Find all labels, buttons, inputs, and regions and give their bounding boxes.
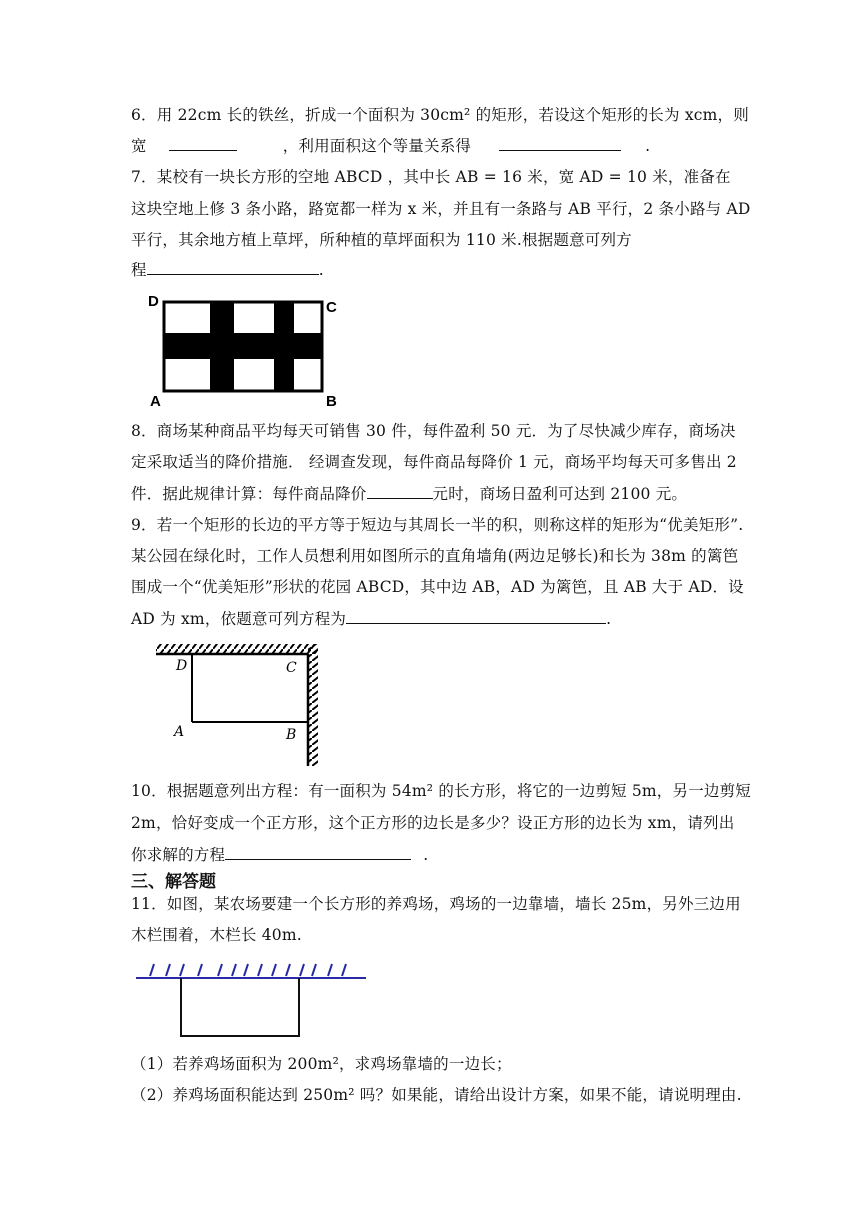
- q11-figure: [134, 958, 370, 1040]
- q7-text-a: 程: [131, 261, 147, 279]
- q9-line-1: 9．若一个矩形的长边的平方等于短边与其周长一半的积，则称这样的矩形为“优美矩形”.: [131, 516, 744, 534]
- q10-text-b: .: [423, 846, 429, 864]
- q7-line-4: [131, 258, 324, 281]
- q9-line-4: [131, 607, 611, 630]
- q6-text-b: ，利用面积这个等量关系得: [282, 137, 472, 155]
- q6-line-1: 6．用 22cm 长的铁丝，折成一个面积为 30cm² 的矩形，若设这个矩形的长为 xcm，则: [131, 106, 749, 124]
- q9-wall-right-hatch: [308, 644, 318, 766]
- q9-line-2: 某公园在绿化时，工作人员想利用如图所示的直角墙角(两边足够长)和长为 38m 的篱笆: [131, 547, 739, 565]
- q10-line-2: 2m，恰好变成一个正方形，这个正方形的边长是多少？设正方形的边长为 xm，请列出: [131, 814, 735, 832]
- q11-sub-1: （1）若养鸡场面积为 200m²，求鸡场靠墙的一边长；: [131, 1055, 512, 1073]
- q7-text-b: .: [318, 261, 324, 279]
- q7-label-d: D: [148, 293, 159, 310]
- q7-vertical-road-1: [210, 302, 234, 391]
- q6-text-c: .: [645, 137, 651, 155]
- q8-text-a: 件．据此规律计算：每件商品降价: [131, 485, 367, 503]
- q8-line-2: 定采取适当的降价措施． 经调查发现，每件商品每降价 1 元，商场平均每天可多售出 2: [131, 453, 737, 471]
- q7-label-b: B: [326, 393, 337, 408]
- q7-line-1: 7．某校有一块长方形的空地 ABCD ，其中长 AB = 16 米，宽 AD = 10 米，准备在: [131, 168, 731, 186]
- q9-label-b: B: [286, 727, 297, 743]
- q6-blank-1[interactable]: [169, 134, 237, 151]
- q11-sub-2: （2）养鸡场面积能达到 250m² 吗？如果能，请给出设计方案，如果不能，请说明理由.: [131, 1086, 742, 1104]
- q7-horizontal-road: [164, 333, 322, 359]
- q11-wall-hatch: [150, 964, 346, 976]
- q9-blank[interactable]: [346, 607, 606, 624]
- q10-line-3: [131, 843, 428, 866]
- q9-label-d: D: [176, 658, 188, 674]
- q10-blank[interactable]: [225, 843, 411, 860]
- q7-label-a: A: [150, 393, 161, 408]
- q7-vertical-road-2: [274, 302, 294, 391]
- q9-wall-top-hatch: [156, 644, 318, 654]
- q10-line-1: 10．根据题意列出方程：有一面积为 54m² 的长方形，将它的一边剪短 5m，另一边剪短: [131, 782, 752, 800]
- q9-text-a: AD 为 xm，依题意可列方程为: [131, 610, 347, 628]
- q11-line-2: 木栏围着，木栏长 40m.: [131, 926, 302, 944]
- q9-label-a: A: [174, 724, 185, 740]
- q11-fence: [181, 978, 299, 1036]
- q7-figure: [146, 290, 346, 408]
- q6-line-2: [131, 134, 650, 157]
- q9-text-b: .: [606, 610, 612, 628]
- q7-line-2: 这块空地上修 3 条小路，路宽都一样为 x 米，并且有一条路与 AB 平行，2 条小路与 AD: [131, 200, 751, 218]
- q9-figure: [150, 640, 330, 770]
- q7-blank[interactable]: [147, 258, 319, 275]
- q8-line-1: 8．商场某种商品平均每天可销售 30 件，每件盈利 50 元．为了尽快减少库存，商场决: [131, 422, 736, 440]
- q11-line-1: 11．如图，某农场要建一个长方形的养鸡场，鸡场的一边靠墙，墙长 25m，另外三边用: [131, 895, 741, 913]
- q9-line-3: 围成一个“优美矩形”形状的花园 ABCD，其中边 AB，AD 为篱笆，且 AB 大于 AD．设: [131, 578, 744, 596]
- q10-text-a: 你求解的方程: [131, 846, 226, 864]
- section-3-title: 三、解答题: [131, 872, 216, 892]
- q9-label-c: C: [286, 660, 297, 676]
- q7-label-c: C: [326, 299, 337, 316]
- q7-line-3: 平行，其余地方植上草坪，所种植的草坪面积为 110 米.根据题意可列方: [131, 231, 632, 249]
- q6-blank-2[interactable]: [499, 134, 621, 151]
- q8-text-b: 元时，商场日盈利可达到 2100 元。: [432, 485, 688, 503]
- q8-blank[interactable]: [367, 482, 433, 499]
- q8-line-3: [131, 482, 687, 505]
- q6-text-a: 宽: [131, 137, 147, 155]
